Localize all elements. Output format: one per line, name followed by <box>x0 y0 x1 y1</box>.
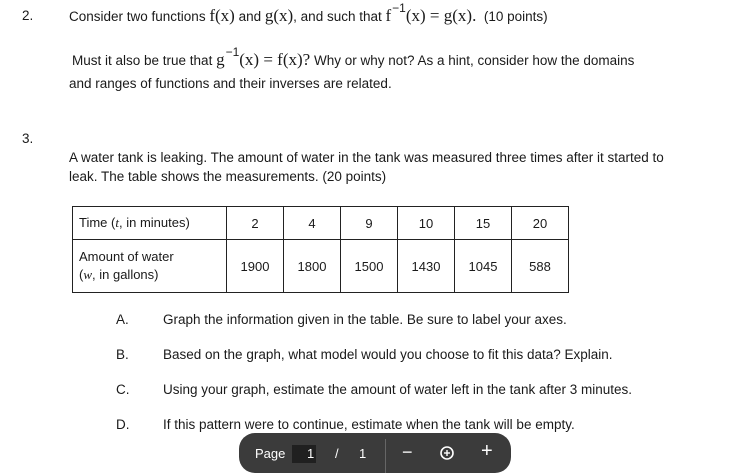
part-b-text: Based on the graph, what model would you choose to fit this data? Explain. <box>163 347 613 362</box>
question-2-line1 <box>69 1 548 26</box>
amount-cell: 588 <box>512 240 569 293</box>
question-3-intro-line2: leak. The table shows the measurements. (20 points) <box>69 169 387 184</box>
time-cell: 10 <box>398 207 455 240</box>
table-row-time <box>73 207 569 240</box>
amount-header <box>73 240 227 293</box>
amount-cell: 1800 <box>284 240 341 293</box>
time-var: t <box>115 215 119 230</box>
amount-label-line1: Amount of water <box>79 249 174 264</box>
measurement-table <box>72 206 569 293</box>
q2-text: Consider two functions <box>69 9 210 24</box>
part-d-letter: D. <box>116 417 130 432</box>
amount-cell: 1900 <box>227 240 284 293</box>
question-2-line3: and ranges of functions and their inverses are related. <box>69 76 392 91</box>
g-inverse-base: g <box>216 50 225 69</box>
total-pages: 1 <box>359 446 367 461</box>
time-label-post: , in minutes) <box>118 215 190 230</box>
question-2-number: 2. <box>22 8 34 23</box>
zoom-in-button[interactable]: + <box>481 440 493 462</box>
table-row-amount <box>73 240 569 293</box>
time-label-pre: Time ( <box>79 215 116 230</box>
f-of-x: f(x) <box>209 6 235 25</box>
page-label: Page <box>255 446 286 461</box>
page-separator: / <box>335 446 339 461</box>
f-inverse-base: f <box>385 6 392 25</box>
time-cell: 20 <box>512 207 569 240</box>
part-c-text: Using your graph, estimate the amount of water left in the tank after 3 minutes. <box>163 382 632 397</box>
time-cell: 15 <box>455 207 512 240</box>
q2-text-mid: , and such that <box>293 9 386 24</box>
amount-cell: 1500 <box>341 240 398 293</box>
amount-var: w <box>83 267 93 282</box>
q2-line2-text: Must it also be true that <box>72 53 217 68</box>
f-inverse-equation: (x) = g(x). <box>405 6 477 25</box>
part-d-text: If this pattern were to continue, estimate when the tank will be empty. <box>163 417 575 432</box>
current-page: 1 <box>307 446 315 461</box>
q2-and: and <box>234 9 265 24</box>
part-a-text: Graph the information given in the table. Be sure to label your axes. <box>163 312 567 327</box>
inverse-superscript: −1 <box>392 1 406 15</box>
q2-points: (10 points) <box>483 9 548 24</box>
g-inverse-equation: (x) = f(x)? <box>239 50 311 69</box>
zoom-out-button[interactable]: − <box>402 442 413 462</box>
question-3-number: 3. <box>22 131 34 146</box>
time-cell: 4 <box>284 207 341 240</box>
part-a-letter: A. <box>116 312 129 327</box>
zoom-fit-icon[interactable] <box>439 445 455 464</box>
toolbar-divider <box>385 439 386 473</box>
pdf-toolbar <box>239 433 511 473</box>
amount-cell: 1045 <box>455 240 512 293</box>
time-cell: 9 <box>341 207 398 240</box>
amount-cell: 1430 <box>398 240 455 293</box>
time-cell: 2 <box>227 207 284 240</box>
time-header <box>73 207 227 240</box>
question-3-intro-line1: A water tank is leaking. The amount of water in the tank was measured three times after it started to <box>69 150 664 165</box>
part-b-letter: B. <box>116 347 129 362</box>
part-c-letter: C. <box>116 382 130 397</box>
question-2-line2 <box>72 45 635 70</box>
amount-label-pre: ( <box>79 267 84 282</box>
q2-line2-post: Why or why not? As a hint, consider how the domains <box>310 53 635 68</box>
amount-label-post: , in gallons) <box>92 267 159 282</box>
inverse-superscript-2: −1 <box>225 45 240 59</box>
g-of-x: g(x) <box>264 6 294 25</box>
